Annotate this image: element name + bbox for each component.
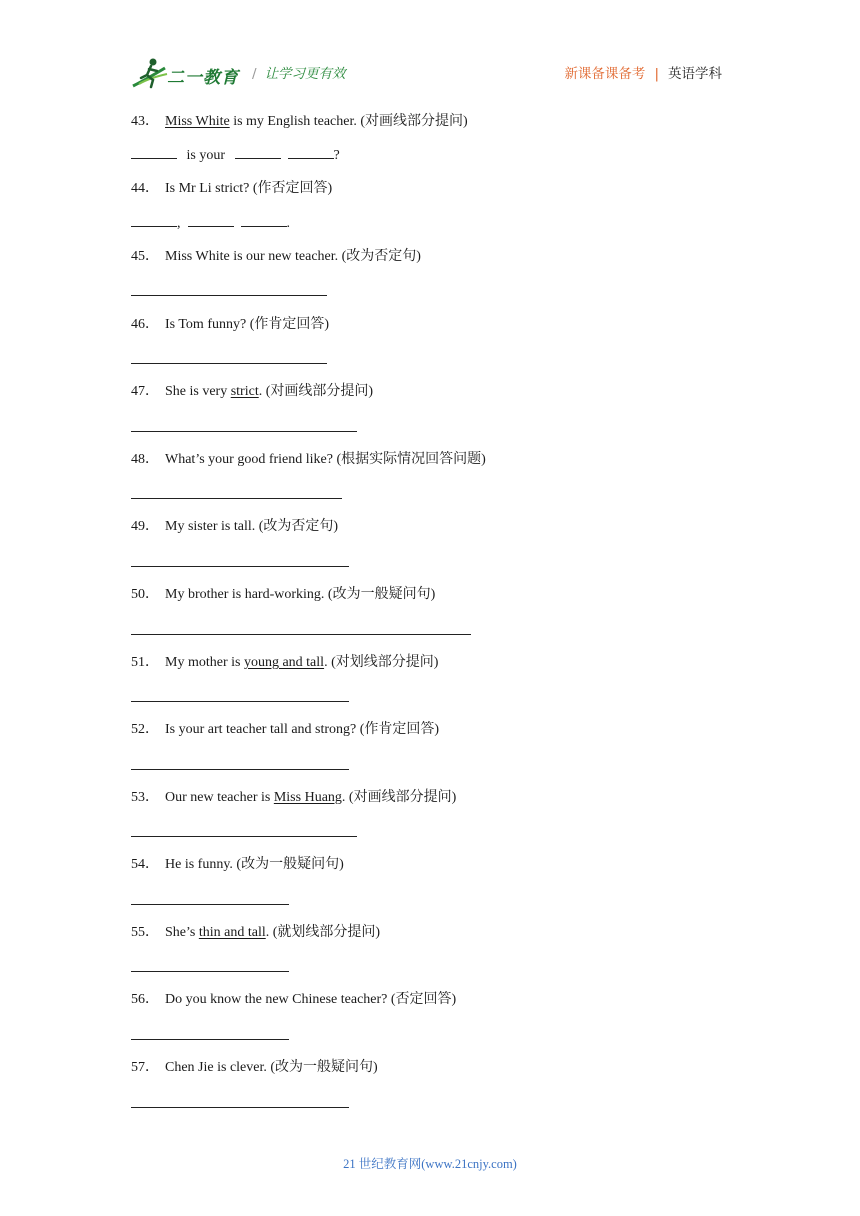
underlined-phrase: young and tall [243,655,325,670]
question-45: 45． Miss White is our new teacher. (改为否定句) [131,249,421,264]
question-46: 46． Is Tom funny? (作肯定回答) [131,317,330,332]
question-51: 51． My mother is young and tall. (对划线部分提问) [131,655,439,670]
answer-line-47[interactable] [131,431,357,432]
question-43: 43． Miss White is my English teacher. (对画线部分提问) [131,114,468,129]
question-44: 44． Is Mr Li strict? (作否定回答) [131,181,333,196]
underlined-phrase: Miss White [165,114,230,129]
answer-line-48[interactable] [131,498,342,499]
question-57: 57． Chen Jie is clever. (改为一般疑问句) [131,1060,378,1075]
answer-blank[interactable] [188,214,234,227]
answer-blank[interactable] [288,146,334,159]
answer-line-50[interactable] [131,634,471,635]
header-separator: | [654,66,659,82]
subject-label: 英语学科 [668,66,722,82]
course-label: 新课备课备考 [564,66,646,82]
underlined-phrase: Miss Huang [273,790,342,805]
answer-line-52[interactable] [131,769,349,770]
answer-blank[interactable] [131,214,177,227]
answer-44: , . [131,214,290,233]
answer-blank[interactable] [235,146,281,159]
page-header [0,54,860,94]
runner-logo-icon [131,56,171,90]
answer-line-55[interactable] [131,971,289,972]
answer-line-45[interactable] [131,295,327,296]
answer-43: is your ? [131,146,340,165]
question-54: 54． He is funny. (改为一般疑问句) [131,857,344,872]
header-slogan [252,62,346,82]
question-56: 56． Do you know the new Chinese teacher? (否定回答) [131,992,457,1007]
answer-line-46[interactable] [131,363,327,364]
answer-blank[interactable] [241,214,287,227]
question-50: 50． My brother is hard-working. (改为一般疑问句) [131,587,436,602]
slash-divider: / [252,66,257,82]
question-47: 47． She is very strict. (对画线部分提问) [131,384,374,399]
question-48: 48． What’s your good friend like? (根据实际情况回答问题) [131,452,486,467]
underlined-phrase: thin and tall [198,925,266,940]
answer-blank[interactable] [131,146,177,159]
header-course-info [564,62,722,82]
question-55: 55． She’s thin and tall. (就划线部分提问) [131,925,381,940]
answer-line-49[interactable] [131,566,349,567]
page-footer: 21 世纪教育网(www.21cnjy.com) [343,1157,517,1171]
answer-line-53[interactable] [131,836,357,837]
logo [131,56,243,90]
question-53: 53． Our new teacher is Miss Huang. (对画线部分提问) [131,790,457,805]
answer-line-57[interactable] [131,1107,349,1108]
question-49: 49． My sister is tall. (改为否定句) [131,519,339,534]
question-52: 52． Is your art teacher tall and strong? (作肯定回答) [131,722,440,737]
answer-line-56[interactable] [131,1039,289,1040]
slogan-text: 让学习更有效 [264,66,346,82]
answer-line-51[interactable] [131,701,349,702]
underlined-phrase: strict [230,384,259,399]
answer-line-54[interactable] [131,904,289,905]
logo-text: 二一教育 [167,68,239,88]
